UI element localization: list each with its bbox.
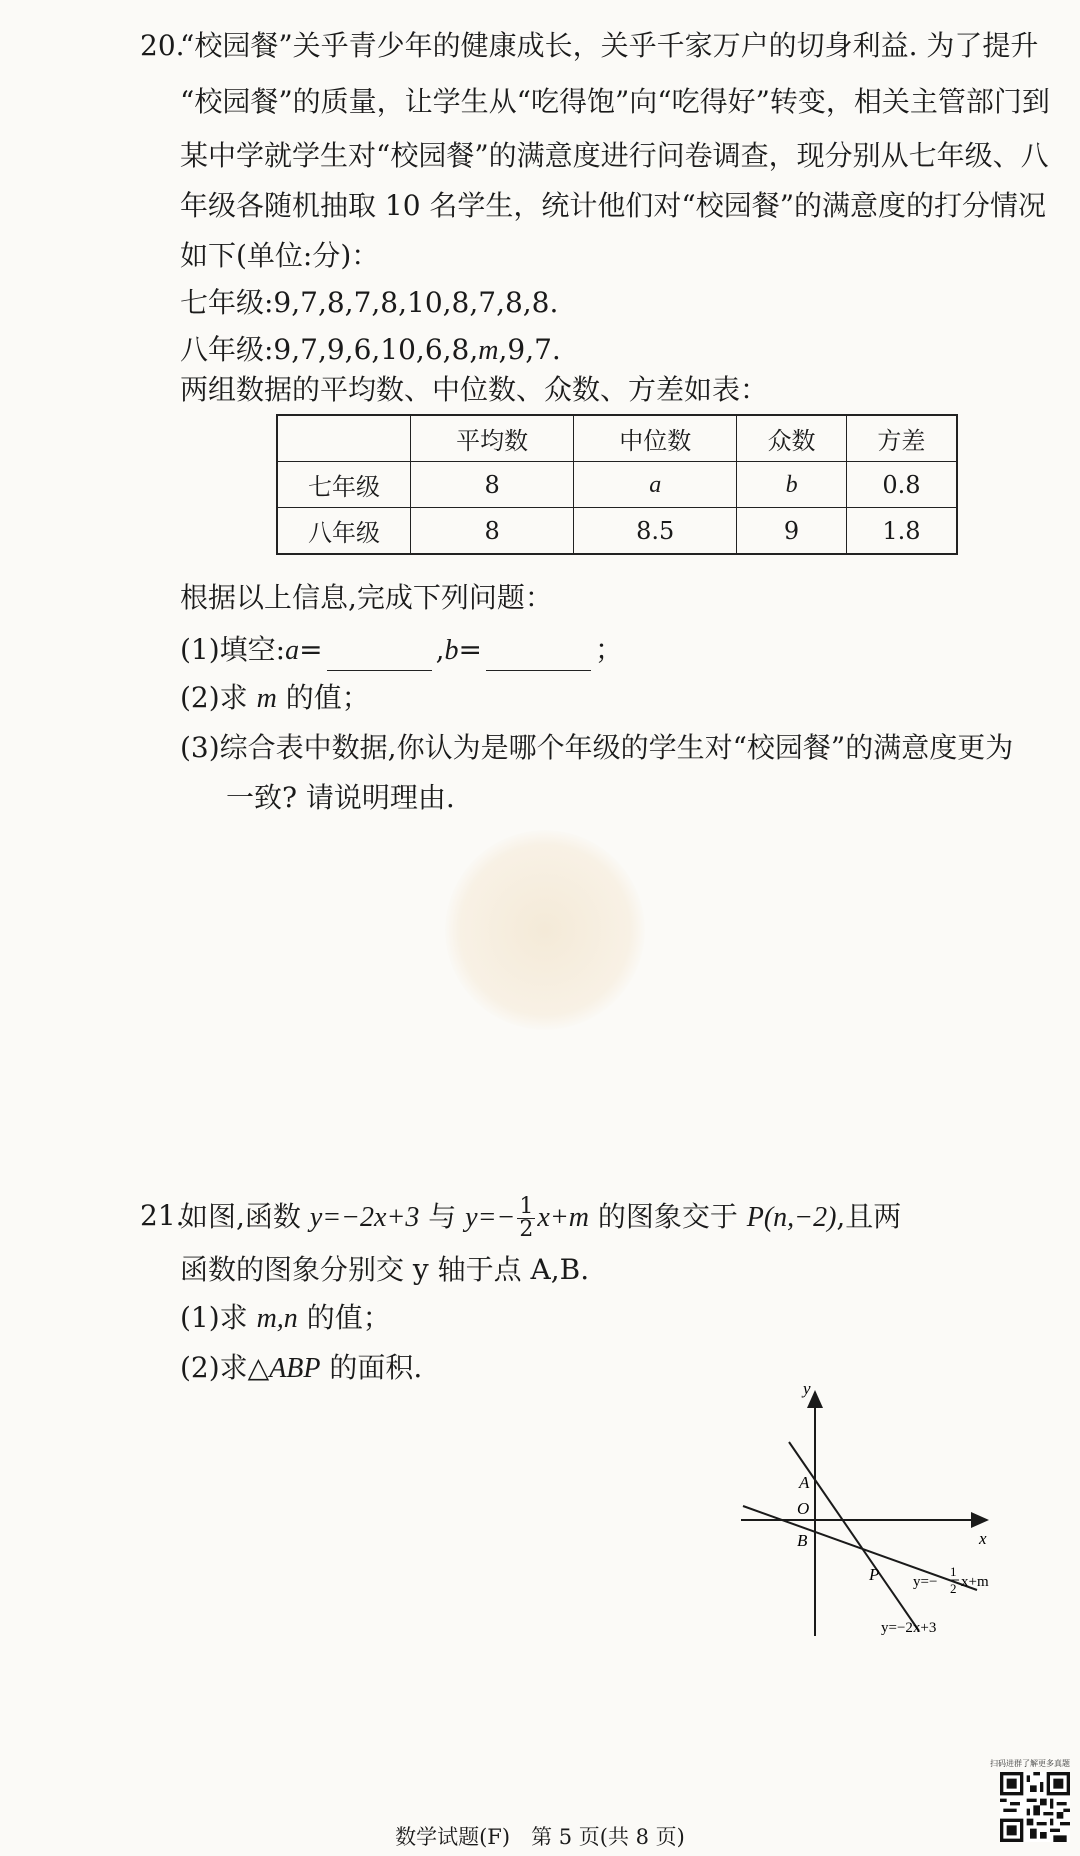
q21-part-2: (2)求△ABP 的面积. (180, 1351, 423, 1384)
q20-line-4: 年级各随机抽取 10 名学生，统计他们对“校园餐”的满意度的打分情况 (180, 189, 1047, 222)
table-cell: 0.8 (846, 462, 957, 508)
table-cell: 8 (411, 462, 574, 508)
table-cell: 七年级 (277, 462, 411, 508)
table-cell: b (737, 462, 847, 508)
q20-line-1: “校园餐”关乎青少年的健康成长，关乎千家万户的切身利益. 为了提升 (180, 29, 1039, 62)
line-y-minus-half-x-plus-m (743, 1506, 977, 1590)
table-header-cell: 方差 (846, 415, 957, 462)
point-a-label: A (799, 1473, 810, 1492)
q20-part-1: (1)填空:a= ,b= ； (180, 630, 623, 671)
table-cell: a (574, 462, 737, 508)
table-header-cell: 众数 (737, 415, 847, 462)
function-graph (735, 1384, 1055, 1644)
table-cell: 1.8 (846, 508, 957, 555)
table-row (277, 508, 957, 555)
question-21-number: 21. (140, 1199, 185, 1232)
line-y-minus-2x-plus-3 (789, 1442, 919, 1631)
table-cell: 8 (411, 508, 574, 555)
q20-part-3-line-1: (3)综合表中数据,你认为是哪个年级的学生对“校园餐”的满意度更为 (180, 731, 1014, 764)
table-cell: 9 (737, 508, 847, 555)
qr-caption: 扫码进群了解更多真题 (990, 1759, 1070, 1768)
line1-label-frac-num: 1 (950, 1564, 957, 1579)
line1-label-post: x+m (961, 1574, 989, 1590)
line2-label: y=−2x+3 (881, 1620, 937, 1636)
statistics-table (276, 414, 958, 555)
answer-blank-b[interactable] (486, 642, 591, 671)
axis-x-label: x (979, 1529, 987, 1548)
table-row (277, 462, 957, 508)
q20-prompt: 根据以上信息,完成下列问题： (180, 581, 553, 614)
answer-blank-a[interactable] (327, 642, 432, 671)
table-header-cell: 中位数 (574, 415, 737, 462)
q21-line-2: 函数的图象分别交 y 轴于点 A,B. (180, 1253, 590, 1286)
q20-part-2: (2)求 m 的值； (180, 681, 370, 714)
table-cell: 八年级 (277, 508, 411, 555)
point-b-label: B (797, 1531, 808, 1550)
q20-line-5: 如下(单位:分)： (180, 239, 380, 272)
line1-label-frac-den: 2 (950, 1581, 957, 1596)
watermark-seal (445, 830, 645, 1030)
table-header-cell: 平均数 (411, 415, 574, 462)
table-header-cell (277, 415, 411, 462)
line1-label: y=− (913, 1574, 938, 1590)
origin-label: O (797, 1499, 810, 1518)
axis-y-label: y (803, 1384, 811, 1398)
point-p-label: P (869, 1565, 880, 1584)
q20-line-3: 某中学就学生对“校园餐”的满意度进行问卷调查，现分别从七年级、八 (180, 139, 1049, 172)
grade7-data: 七年级:9,7,8,7,8,10,8,7,8,8. (180, 286, 559, 319)
table-intro: 两组数据的平均数、中位数、众数、方差如表： (180, 373, 769, 406)
table-header-row (277, 415, 957, 462)
page-footer: 数学试题(F) 第 5 页(共 8 页) (395, 1825, 685, 1849)
q20-part-3-line-2: 一致? 请说明理由. (226, 781, 455, 814)
q21-part-1: (1)求 m,n 的值； (180, 1301, 391, 1334)
question-20-number: 20. (140, 29, 185, 62)
q21-line-1: 如图,函数 y=−2x+3 与 y=− $\frac{1}{2}$ x+m 的图象交于 P(n,−2),且两 (180, 1194, 902, 1242)
table-cell: 8.5 (574, 508, 737, 555)
grade8-data: 八年级:9,7,9,6,10,6,8,m,9,7. (180, 333, 561, 366)
q20-line-2: “校园餐”的质量，让学生从“吃得饱”向“吃得好”转变，相关主管部门到 (180, 85, 1050, 118)
